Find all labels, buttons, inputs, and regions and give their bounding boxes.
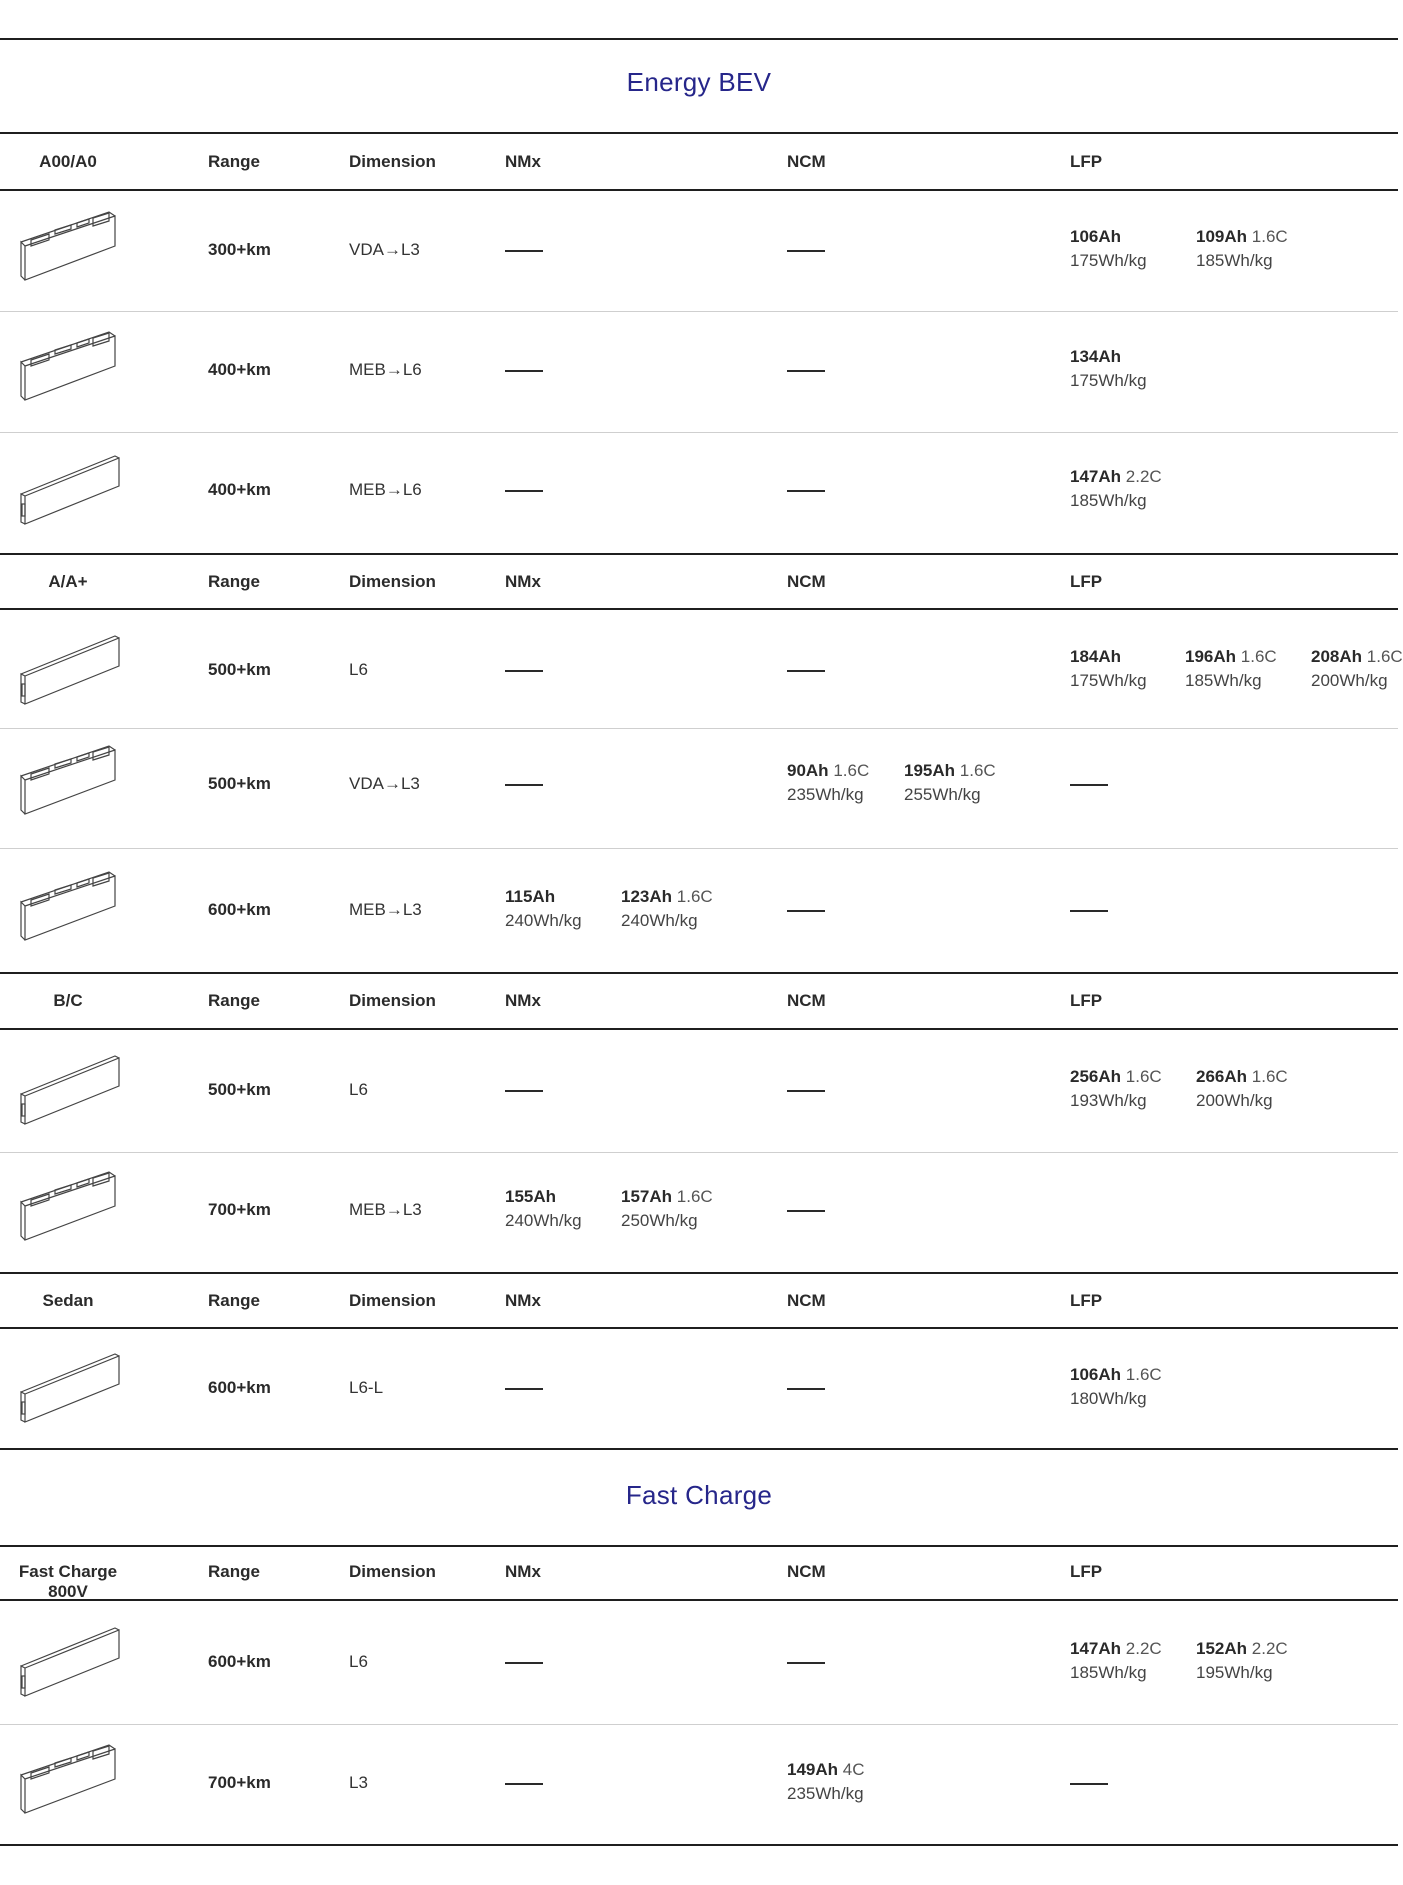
column-header-nmx: NMx bbox=[505, 572, 541, 591]
empty-dash bbox=[505, 490, 543, 492]
c-rate-value: 1.6C bbox=[1125, 1067, 1162, 1086]
c-rate-value: 2.2C bbox=[1125, 1639, 1162, 1658]
empty-dash bbox=[505, 1090, 543, 1092]
spec-entry bbox=[904, 759, 996, 807]
empty-dash bbox=[505, 670, 543, 672]
dimension-value: L6-L bbox=[349, 1378, 384, 1397]
capacity-value: 152Ah bbox=[1196, 1639, 1248, 1658]
empty-dash bbox=[1070, 910, 1108, 912]
blade-cell-icon bbox=[19, 1348, 129, 1428]
empty-dash bbox=[787, 1090, 825, 1092]
c-rate-value: 1.6C bbox=[676, 887, 713, 906]
spec-entry bbox=[1070, 1363, 1162, 1411]
dimension-value: L3 bbox=[349, 1773, 368, 1792]
range-value: 600+km bbox=[208, 1652, 271, 1671]
column-header-nmx: NMx bbox=[505, 991, 541, 1010]
empty-dash bbox=[787, 670, 825, 672]
spec-entry bbox=[505, 885, 582, 933]
energy-density-value: 180Wh/kg bbox=[1070, 1389, 1147, 1408]
energy-density-value: 250Wh/kg bbox=[621, 1211, 698, 1230]
group-name: A00/A0 bbox=[39, 152, 97, 171]
capacity-value: 147Ah bbox=[1070, 467, 1122, 486]
blade-cell-icon bbox=[19, 630, 129, 710]
range-value: 700+km bbox=[208, 1773, 271, 1792]
column-header-lfp: LFP bbox=[1070, 572, 1103, 591]
capacity-value: 90Ah bbox=[787, 761, 829, 780]
row-divider bbox=[0, 848, 1398, 849]
group-name: A/A+ bbox=[48, 572, 88, 591]
prismatic-cell-icon bbox=[19, 744, 129, 824]
range-value: 500+km bbox=[208, 660, 271, 679]
dimension-value: MEB→L6 bbox=[349, 360, 422, 379]
spec-entry bbox=[1070, 1065, 1162, 1113]
empty-dash bbox=[505, 1783, 543, 1785]
empty-dash bbox=[505, 1388, 543, 1390]
column-header-ncm: NCM bbox=[787, 572, 826, 591]
energy-density-value: 185Wh/kg bbox=[1070, 491, 1147, 510]
column-header-nmx: NMx bbox=[505, 152, 541, 171]
column-header-lfp: LFP bbox=[1070, 152, 1103, 171]
empty-dash bbox=[505, 250, 543, 252]
column-header-nmx: NMx bbox=[505, 1291, 541, 1310]
column-header-range: Range bbox=[208, 152, 260, 171]
spec-entry bbox=[1196, 1637, 1288, 1685]
group-name: B/C bbox=[53, 991, 83, 1010]
energy-density-value: 200Wh/kg bbox=[1196, 1091, 1273, 1110]
capacity-value: 115Ah bbox=[505, 887, 556, 906]
group-name: Sedan bbox=[42, 1291, 94, 1310]
energy-density-value: 235Wh/kg bbox=[787, 1784, 864, 1803]
c-rate-value: 4C bbox=[842, 1760, 865, 1779]
column-header-dimension: Dimension bbox=[349, 991, 436, 1010]
c-rate-value: 1.6C bbox=[1125, 1365, 1162, 1384]
section-divider bbox=[0, 38, 1398, 40]
section-divider bbox=[0, 553, 1398, 555]
blade-cell-icon bbox=[19, 450, 129, 530]
column-header-ncm: NCM bbox=[787, 152, 826, 171]
energy-density-value: 185Wh/kg bbox=[1185, 671, 1262, 690]
energy-density-value: 240Wh/kg bbox=[505, 911, 582, 930]
dimension-value: L6 bbox=[349, 1652, 368, 1671]
capacity-value: 195Ah bbox=[904, 761, 956, 780]
prismatic-cell-icon bbox=[19, 1743, 129, 1823]
section-divider bbox=[0, 972, 1398, 974]
range-value: 500+km bbox=[208, 1080, 271, 1099]
energy-density-value: 235Wh/kg bbox=[787, 785, 864, 804]
capacity-value: 149Ah bbox=[787, 1760, 839, 1779]
section-divider bbox=[0, 608, 1398, 610]
prismatic-cell-icon bbox=[19, 210, 129, 290]
range-value: 300+km bbox=[208, 240, 271, 259]
energy-density-value: 195Wh/kg bbox=[1196, 1663, 1273, 1682]
capacity-value: 196Ah bbox=[1185, 647, 1237, 666]
spec-entry bbox=[1070, 345, 1147, 393]
row-divider bbox=[0, 728, 1398, 729]
empty-dash bbox=[787, 250, 825, 252]
c-rate-value: 1.6C bbox=[1366, 647, 1403, 666]
dimension-value: L6 bbox=[349, 660, 368, 679]
row-divider bbox=[0, 311, 1398, 312]
spec-entry bbox=[1185, 645, 1277, 693]
capacity-value: 123Ah bbox=[621, 887, 673, 906]
column-header-ncm: NCM bbox=[787, 1291, 826, 1310]
capacity-value: 266Ah bbox=[1196, 1067, 1248, 1086]
column-header-range: Range bbox=[208, 1562, 260, 1581]
range-value: 500+km bbox=[208, 774, 271, 793]
capacity-value: 208Ah bbox=[1311, 647, 1363, 666]
c-rate-value: 1.6C bbox=[1240, 647, 1277, 666]
group-name: Fast Charge 800V bbox=[18, 1562, 118, 1601]
blade-cell-icon bbox=[19, 1622, 129, 1702]
prismatic-cell-icon bbox=[19, 870, 129, 950]
section-divider bbox=[0, 132, 1398, 134]
column-header-range: Range bbox=[208, 991, 260, 1010]
section-title: Fast Charge bbox=[625, 1480, 773, 1510]
energy-density-value: 185Wh/kg bbox=[1196, 251, 1273, 270]
column-header-dimension: Dimension bbox=[349, 1562, 436, 1581]
capacity-value: 157Ah bbox=[621, 1187, 673, 1206]
empty-dash bbox=[787, 490, 825, 492]
dimension-value: VDA→L3 bbox=[349, 240, 420, 259]
capacity-value: 109Ah bbox=[1196, 227, 1248, 246]
column-header-range: Range bbox=[208, 572, 260, 591]
row-divider bbox=[0, 1152, 1398, 1153]
capacity-value: 147Ah bbox=[1070, 1639, 1122, 1658]
spec-entry bbox=[1070, 645, 1147, 693]
spec-entry bbox=[787, 1758, 865, 1806]
range-value: 700+km bbox=[208, 1200, 271, 1219]
section-title: Energy BEV bbox=[626, 67, 772, 97]
section-divider bbox=[0, 1028, 1398, 1030]
c-rate-value: 1.6C bbox=[676, 1187, 713, 1206]
column-header-ncm: NCM bbox=[787, 991, 826, 1010]
c-rate-value: 2.2C bbox=[1251, 1639, 1288, 1658]
c-rate-value: 2.2C bbox=[1125, 467, 1162, 486]
dimension-value: MEB→L3 bbox=[349, 900, 422, 919]
spec-entry bbox=[1070, 465, 1162, 513]
spec-entry bbox=[1070, 225, 1147, 273]
energy-density-value: 175Wh/kg bbox=[1070, 251, 1147, 270]
section-divider bbox=[0, 189, 1398, 191]
spec-entry bbox=[1070, 1637, 1162, 1685]
dimension-value: L6 bbox=[349, 1080, 368, 1099]
empty-dash bbox=[505, 784, 543, 786]
section-divider bbox=[0, 1599, 1398, 1601]
spec-entry bbox=[787, 759, 869, 807]
energy-density-value: 240Wh/kg bbox=[505, 1211, 582, 1230]
capacity-value: 155Ah bbox=[505, 1187, 557, 1206]
prismatic-cell-icon bbox=[19, 1170, 129, 1250]
energy-density-value: 175Wh/kg bbox=[1070, 671, 1147, 690]
empty-dash bbox=[505, 370, 543, 372]
empty-dash bbox=[505, 1662, 543, 1664]
column-header-ncm: NCM bbox=[787, 1562, 826, 1581]
column-header-lfp: LFP bbox=[1070, 1562, 1103, 1581]
dimension-value: MEB→L6 bbox=[349, 480, 422, 499]
column-header-lfp: LFP bbox=[1070, 991, 1103, 1010]
energy-density-value: 185Wh/kg bbox=[1070, 1663, 1147, 1682]
empty-dash bbox=[787, 1210, 825, 1212]
section-divider bbox=[0, 1545, 1398, 1547]
spec-entry bbox=[1196, 1065, 1288, 1113]
row-divider bbox=[0, 432, 1398, 433]
empty-dash bbox=[787, 1388, 825, 1390]
empty-dash bbox=[1070, 784, 1108, 786]
range-value: 600+km bbox=[208, 1378, 271, 1397]
spec-entry bbox=[621, 885, 713, 933]
spec-entry bbox=[1311, 645, 1403, 693]
column-header-dimension: Dimension bbox=[349, 1291, 436, 1310]
spec-entry bbox=[621, 1185, 713, 1233]
energy-density-value: 193Wh/kg bbox=[1070, 1091, 1147, 1110]
section-divider bbox=[0, 1327, 1398, 1329]
c-rate-value: 1.6C bbox=[1251, 1067, 1288, 1086]
column-header-dimension: Dimension bbox=[349, 152, 436, 171]
range-value: 400+km bbox=[208, 480, 271, 499]
capacity-value: 106Ah bbox=[1070, 1365, 1122, 1384]
range-value: 400+km bbox=[208, 360, 271, 379]
capacity-value: 184Ah bbox=[1070, 647, 1122, 666]
dimension-value: MEB→L3 bbox=[349, 1200, 422, 1219]
section-divider bbox=[0, 1844, 1398, 1846]
column-header-lfp: LFP bbox=[1070, 1291, 1103, 1310]
empty-dash bbox=[787, 1662, 825, 1664]
energy-density-value: 200Wh/kg bbox=[1311, 671, 1388, 690]
empty-dash bbox=[787, 910, 825, 912]
column-header-dimension: Dimension bbox=[349, 572, 436, 591]
c-rate-value: 1.6C bbox=[959, 761, 996, 780]
blade-cell-icon bbox=[19, 1050, 129, 1130]
c-rate-value: 1.6C bbox=[833, 761, 870, 780]
capacity-value: 134Ah bbox=[1070, 347, 1122, 366]
dimension-value: VDA→L3 bbox=[349, 774, 420, 793]
section-divider bbox=[0, 1272, 1398, 1274]
empty-dash bbox=[1070, 1783, 1108, 1785]
capacity-value: 106Ah bbox=[1070, 227, 1122, 246]
column-header-nmx: NMx bbox=[505, 1562, 541, 1581]
range-value: 600+km bbox=[208, 900, 271, 919]
energy-density-value: 240Wh/kg bbox=[621, 911, 698, 930]
column-header-range: Range bbox=[208, 1291, 260, 1310]
spec-entry bbox=[1196, 225, 1288, 273]
row-divider bbox=[0, 1724, 1398, 1725]
capacity-value: 256Ah bbox=[1070, 1067, 1122, 1086]
prismatic-cell-icon bbox=[19, 330, 129, 410]
spec-entry bbox=[505, 1185, 582, 1233]
section-divider bbox=[0, 1448, 1398, 1450]
c-rate-value: 1.6C bbox=[1251, 227, 1288, 246]
energy-density-value: 175Wh/kg bbox=[1070, 371, 1147, 390]
energy-density-value: 255Wh/kg bbox=[904, 785, 981, 804]
empty-dash bbox=[787, 370, 825, 372]
